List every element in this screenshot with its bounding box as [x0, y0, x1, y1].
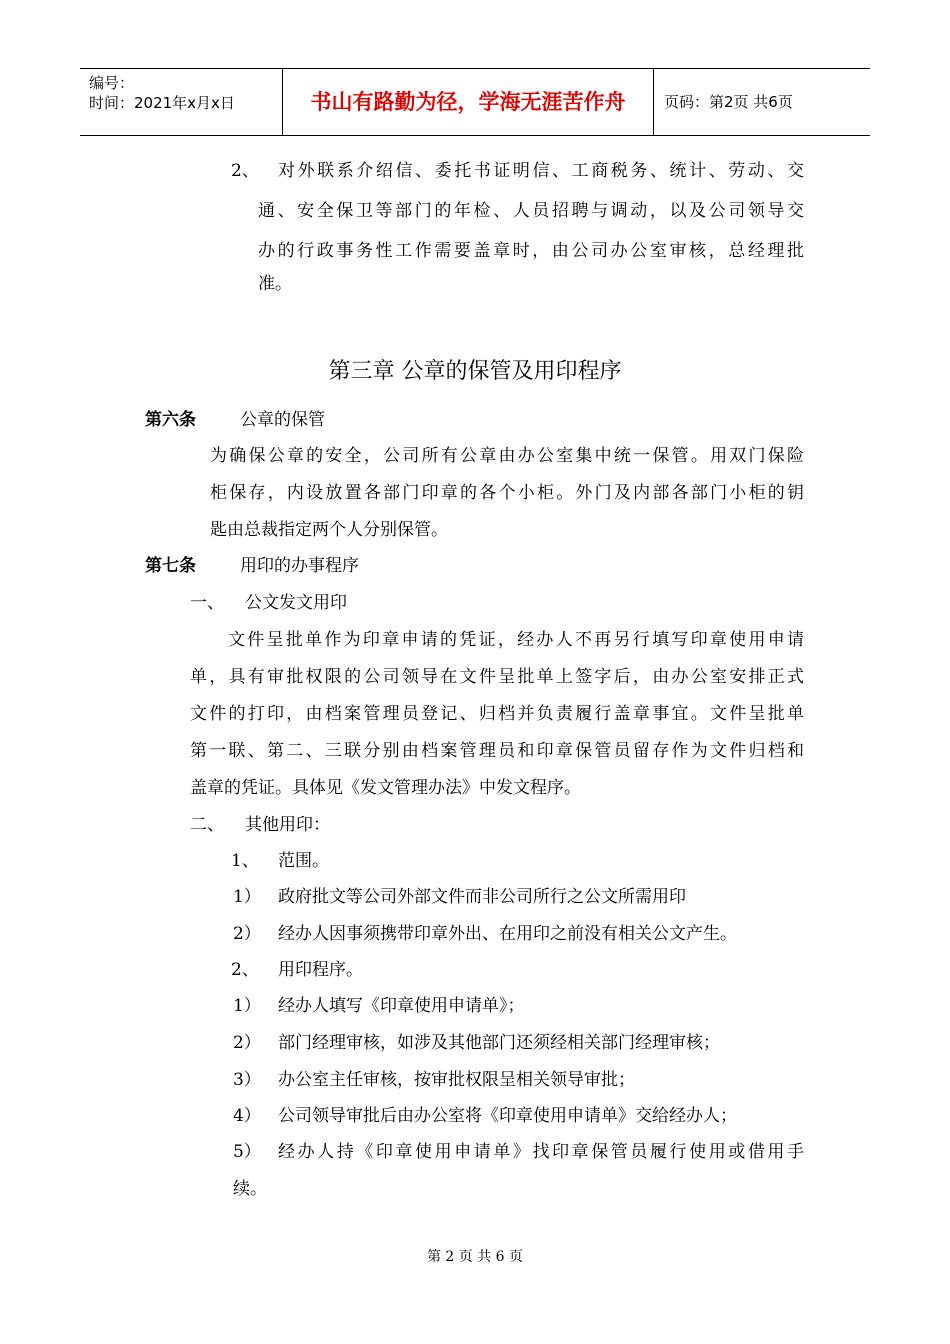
sub-1-item-1-number: 1）: [233, 887, 261, 907]
sub-2-item-5-continuation: 续。: [233, 1179, 267, 1199]
sub-1-item-1-text: 政府批文等公司外部文件而非公司所行之公文所需用印: [278, 887, 686, 907]
article-6-line-1: 为确保公章的安全，公司所有公章由办公室集中统一保管。用双门保险: [210, 446, 804, 466]
article-7-label: 第七条: [145, 556, 196, 576]
sub-1-number: 1、: [231, 851, 259, 871]
section-2-title: 其他用印：: [245, 815, 330, 835]
item-2-line-3: 办的行政事务性工作需要盖章时，由公司办公室审核，总经理批: [258, 241, 804, 261]
item-2-line-4: 准。: [258, 274, 292, 294]
chapter-title: 第三章 公章的保管及用印程序: [328, 359, 622, 384]
section-1-line-4: 第一联、第二、三联分别由档案管理员和印章保管员留存作为文件归档和: [190, 741, 804, 761]
section-2-number: 二、: [190, 815, 224, 835]
sub-1-item-2-text: 经办人因事须携带印章外出、在用印之前没有相关公文产生。: [278, 924, 737, 944]
article-6-label: 第六条: [145, 410, 196, 430]
header-page-info: 页码：第2页 共6页: [664, 93, 793, 111]
sub-2-item-4-number: 4）: [233, 1106, 261, 1126]
sub-2-item-5-number: 5）: [233, 1142, 261, 1162]
header-motto: 书山有路勤为径，学海无涯苦作舟: [282, 69, 654, 135]
article-6-title: 公章的保管: [240, 410, 325, 430]
article-6-line-3: 匙由总裁指定两个人分别保管。: [210, 520, 448, 540]
sub-2-item-1-number: 1）: [233, 996, 261, 1016]
sub-2-item-5-text: 经办人持《印章使用申请单》找印章保管员履行使用或借用手: [278, 1142, 804, 1162]
sub-2-item-4-text: 公司领导审批后由办公室将《印章使用申请单》交给经办人；: [278, 1106, 737, 1126]
sub-2-item-3-text: 办公室主任审核，按审批权限呈相关领导审批；: [278, 1070, 635, 1090]
section-1-line-2: 单，具有审批权限的公司领导在文件呈批单上签字后，由办公室安排正式: [190, 667, 804, 687]
sub-2-item-2-text: 部门经理审核，如涉及其他部门还须经相关部门经理审核；: [278, 1033, 720, 1053]
sub-2-item-1-text: 经办人填写《印章使用申请单》；: [278, 996, 525, 1016]
sub-2-number: 2、: [231, 960, 259, 980]
sub-1-title: 范围。: [278, 851, 329, 871]
page-footer: 第 2 页 共 6 页: [426, 1249, 524, 1265]
item-2-line-1: 对外联系介绍信、委托书证明信、工商税务、统计、劳动、交: [278, 161, 804, 181]
section-1-line-1: 文件呈批单作为印章申请的凭证，经办人不再另行填写印章使用申请: [228, 630, 804, 650]
section-1-line-5: 盖章的凭证。具体见《发文管理办法》中发文程序。: [190, 778, 581, 798]
item-2-line-2: 通、安全保卫等部门的年检、人员招聘与调动，以及公司领导交: [258, 201, 804, 221]
section-1-title: 公文发文用印: [245, 593, 347, 613]
document-number-label: 编号：: [89, 74, 135, 92]
document-date: 时间：2021年x月x日: [89, 94, 235, 112]
item-2-number: 2、: [231, 161, 259, 181]
article-6-line-2: 柜保存，内设放置各部门印章的各个小柜。外门及内部各部门小柜的钥: [210, 483, 804, 503]
sub-2-item-2-number: 2）: [233, 1033, 261, 1053]
sub-2-title: 用印程序。: [278, 960, 363, 980]
section-1-line-3: 文件的打印，由档案管理员登记、归档并负责履行盖章事宜。文件呈批单: [190, 704, 804, 724]
article-7-title: 用印的办事程序: [240, 556, 359, 576]
section-1-number: 一、: [190, 593, 224, 613]
sub-2-item-3-number: 3）: [233, 1070, 261, 1090]
sub-1-item-2-number: 2）: [233, 924, 261, 944]
